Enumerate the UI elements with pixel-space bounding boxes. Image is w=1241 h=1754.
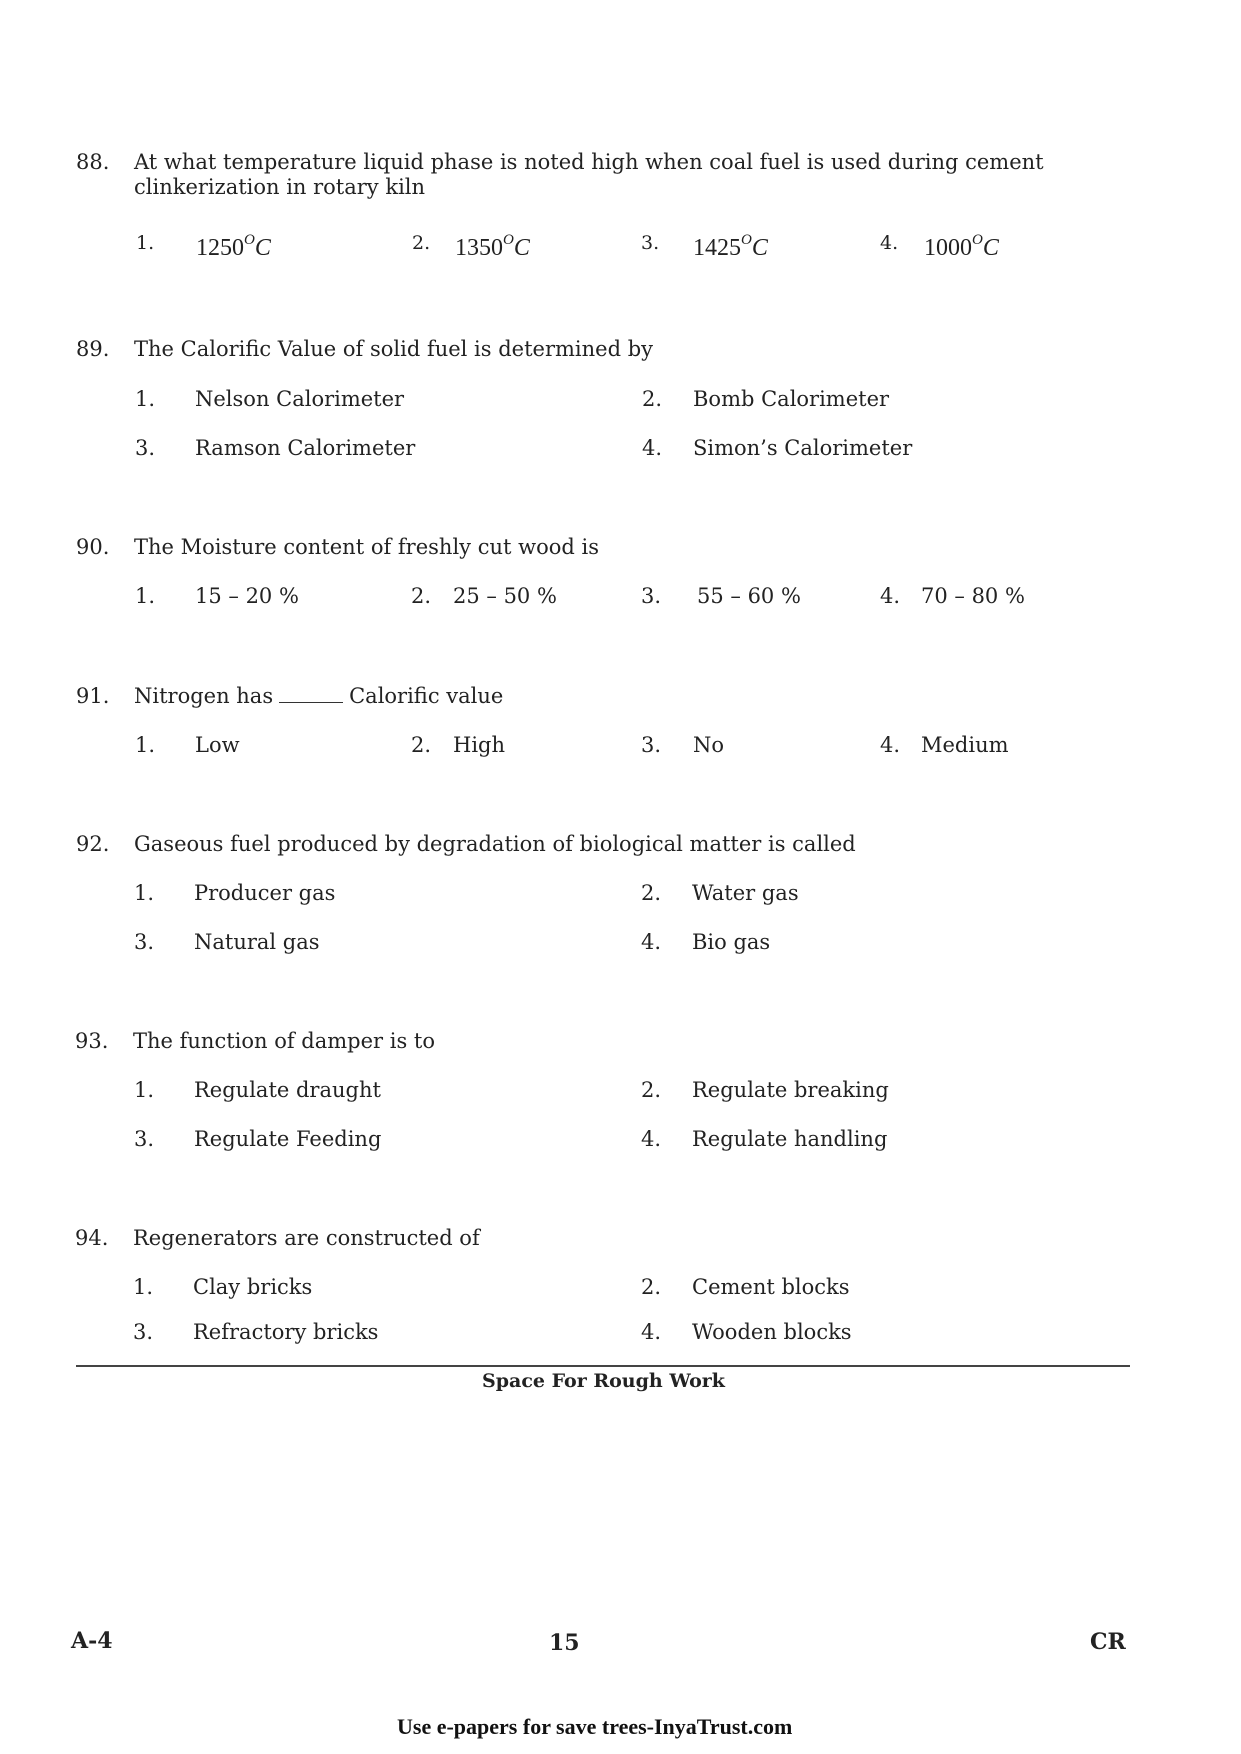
question-text-cont: clinkerization in rotary kiln	[134, 175, 426, 199]
option-label: 4.	[641, 1127, 662, 1151]
paper-code: A-4	[71, 1628, 113, 1654]
option-label: 4.	[642, 436, 663, 460]
option-label: 3.	[135, 436, 156, 460]
option-text: 70 – 80 %	[921, 584, 1025, 608]
option-text: Producer gas	[194, 881, 336, 905]
option-label: 3.	[134, 1127, 155, 1151]
option-label: 2.	[642, 387, 663, 411]
option-text: No	[693, 733, 725, 757]
question-text: The Moisture content of freshly cut wood is	[134, 535, 599, 559]
question-text: The function of damper is to	[133, 1029, 436, 1053]
rough-work-divider	[76, 1365, 1130, 1367]
option-text: 15 – 20 %	[195, 584, 299, 608]
answer-blank	[279, 688, 343, 703]
option-label: 2.	[411, 733, 432, 757]
question-number: 92.	[76, 832, 110, 856]
option-text: Regulate breaking	[692, 1078, 889, 1102]
option-label: 1.	[135, 387, 156, 411]
option-text: Bio gas	[692, 930, 771, 954]
option-text: 25 – 50 %	[453, 584, 557, 608]
option-value: $1425^OC$	[693, 232, 768, 261]
option-label: 2.	[641, 1078, 662, 1102]
option-text: Water gas	[692, 881, 799, 905]
option-text: Regulate Feeding	[194, 1127, 382, 1151]
page-number: 15	[549, 1630, 580, 1656]
rough-work-label: Space For Rough Work	[482, 1370, 725, 1392]
option-text: Regulate draught	[194, 1078, 381, 1102]
question-number: 91.	[76, 684, 110, 708]
question-text: The Calorific Value of solid fuel is determined by	[134, 337, 654, 361]
option-text: Simon’s Calorimeter	[693, 436, 913, 460]
option-label: 3.	[641, 232, 660, 254]
option-text: Wooden blocks	[692, 1320, 852, 1344]
option-text: Nelson Calorimeter	[195, 387, 405, 411]
question-number: 94.	[75, 1226, 109, 1250]
question-text: Gaseous fuel produced by degradation of biological matter is called	[134, 832, 856, 856]
option-text: Ramson Calorimeter	[195, 436, 416, 460]
option-label: 4.	[641, 930, 662, 954]
question-text: At what temperature liquid phase is noted high when coal fuel is used during cement	[134, 150, 1044, 174]
option-text: Regulate handling	[692, 1127, 888, 1151]
option-text: Refractory bricks	[193, 1320, 379, 1344]
option-text: Natural gas	[194, 930, 320, 954]
question-number: 93.	[75, 1029, 109, 1053]
question-text: Nitrogen has Calorific value	[134, 684, 504, 708]
option-label: 3.	[641, 733, 662, 757]
option-text: Bomb Calorimeter	[693, 387, 890, 411]
option-label: 4.	[641, 1320, 662, 1344]
option-label: 1.	[135, 733, 156, 757]
option-label: 4.	[880, 733, 901, 757]
subject-code: CR	[1090, 1629, 1126, 1655]
option-label: 1.	[133, 1275, 154, 1299]
option-label: 2.	[412, 232, 431, 254]
option-label: 4.	[880, 584, 901, 608]
option-label: 2.	[641, 1275, 662, 1299]
option-label: 3.	[133, 1320, 154, 1344]
option-label: 2.	[641, 881, 662, 905]
option-text: High	[453, 733, 505, 757]
option-label: 3.	[134, 930, 155, 954]
option-text: Clay bricks	[193, 1275, 313, 1299]
option-label: 2.	[411, 584, 432, 608]
watermark-footer: Use e-papers for save trees-InyaTrust.com	[397, 1714, 793, 1739]
option-value: $1250^OC$	[196, 232, 271, 261]
option-text: Cement blocks	[692, 1275, 850, 1299]
option-label: 1.	[134, 1078, 155, 1102]
option-label: 4.	[880, 232, 899, 254]
question-number: 89.	[76, 337, 110, 361]
question-number: 88.	[76, 150, 110, 174]
option-text: Low	[195, 733, 240, 757]
option-label: 1.	[135, 584, 156, 608]
question-number: 90.	[76, 535, 110, 559]
option-text: 55 – 60 %	[697, 584, 801, 608]
option-label: 3.	[641, 584, 662, 608]
question-text: Regenerators are constructed of	[133, 1226, 480, 1250]
option-value: $1350^OC$	[455, 232, 530, 261]
option-text: Medium	[921, 733, 1009, 757]
option-label: 1.	[136, 232, 155, 254]
option-value: $1000^OC$	[924, 232, 999, 261]
option-label: 1.	[134, 881, 155, 905]
